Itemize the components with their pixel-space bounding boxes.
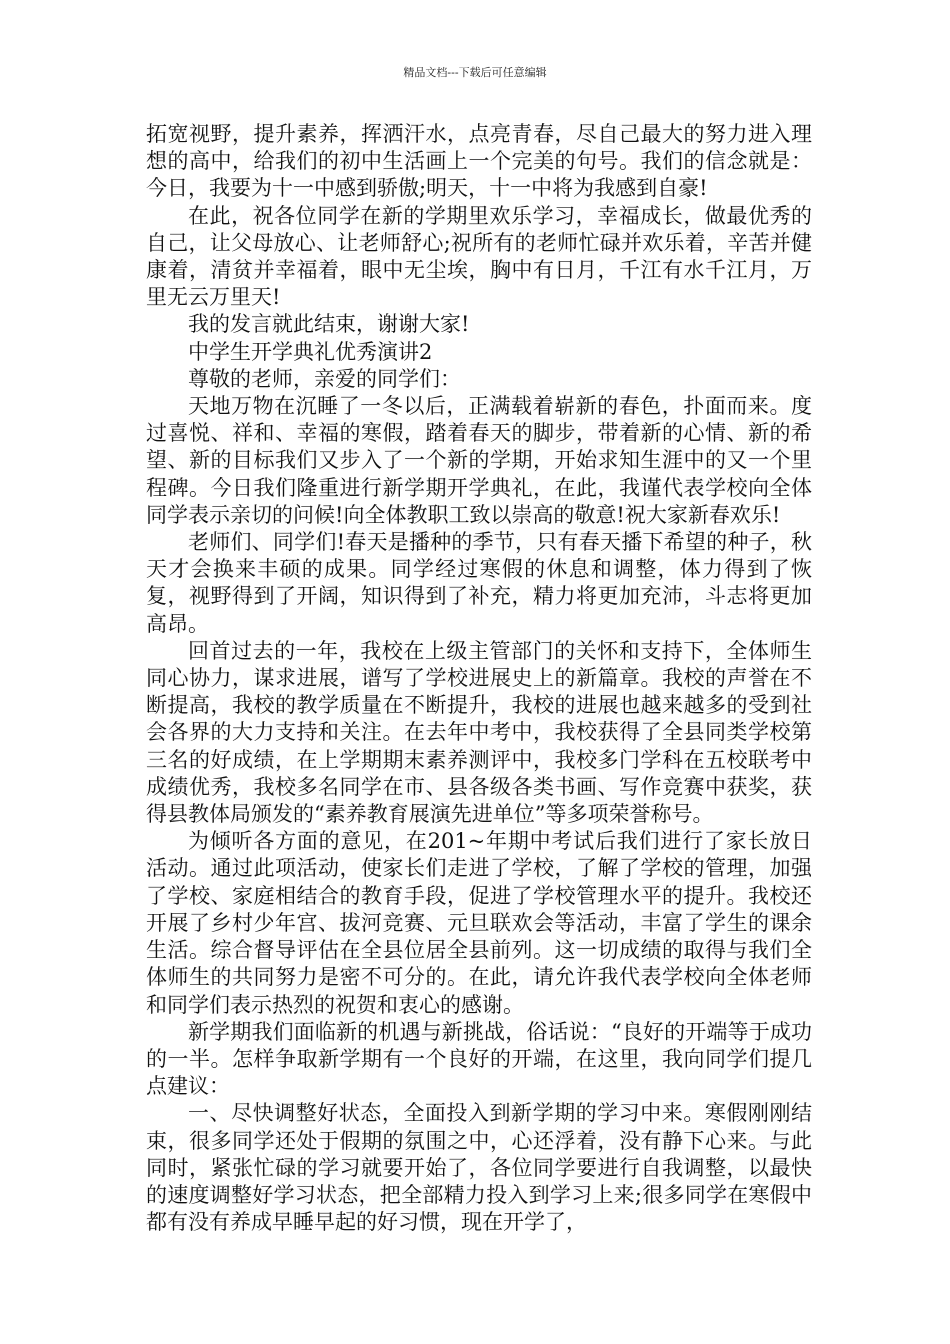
paragraph-11: 一、尽快调整好状态，全面投入到新学期的学习中来。寒假刚刚结束，很多同学还处于假期的氛围之中，心还浮着，没有静下心来。与此同时，紧张忙碌的学习就要开始了，各位同学要进行自我调整，以最快的速度调整好学习状态，把全部精力投入到学习上来;很多同学在寒假中都有没有养成早睡早起的好习惯，现在开学了， <box>146 1101 812 1235</box>
paragraph-7: 老师们、同学们!春天是播种的季节，只有春天播下希望的种子，秋天才会换来丰硕的成果。同学经过寒假的休息和调整，体力得到了恢复，视野得到了开阔，知识得到了补充，精力将更加充沛，斗志将更加高昂。 <box>146 530 812 636</box>
document-body <box>146 121 812 1236</box>
salutation: 尊敬的老师，亲爱的同学们： <box>188 366 461 391</box>
paragraph-9: 为倾听各方面的意见，在201~年期中考试后我们进行了家长放日活动。通过此项活动，使家长们走进了学校，了解了学校的管理，加强了学校、家庭相结合的教育手段，促进了学校管理水平的提升。我校还开展了乡村少年宫、拔河竞赛、元旦联欢会等活动，丰富了学生的课余生活。综合督导评估在全县位居全县前列。这一切成绩的取得与我们全体师生的共同努力是密不可分的。在此，请允许我代表学校向全体老师和同学们表示热烈的祝贺和衷心的感谢。 <box>146 829 812 1017</box>
paragraph-10: 新学期我们面临新的机遇与新挑战，俗话说：“良好的开端等于成功的一半。怎样争取新学期有一个良好的开端，在这里，我向同学们提几点建议： <box>146 1019 812 1099</box>
paragraph-6: 天地万物在沉睡了一冬以后，正满载着崭新的春色，扑面而来。度过喜悦、祥和、幸福的寒假，踏着春天的脚步，带着新的心情、新的希望、新的目标我们又步入了一个新的学期，开始求知生涯中的又一个里程碑。今日我们隆重进行新学期开学典礼，在此，我谨代表学校向全体同学表示亲切的问候!向全体教职工致以崇高的敬意!祝大家新春欢乐! <box>146 394 812 527</box>
paragraph-3: 我的发言就此结束，谢谢大家! <box>188 312 470 337</box>
paragraph-1: 拓宽视野，提升素养，挥洒汗水，点亮青春，尽自己最大的努力进入理想的高中，给我们的初中生活画上一个完美的句号。我们的信念就是：今日，我要为十一中感到骄傲;明天，十一中将为我感到自豪! <box>146 122 812 201</box>
speech-title: 中学生开学典礼优秀演讲2 <box>188 339 433 364</box>
paragraph-8: 回首过去的一年，我校在上级主管部门的关怀和支持下，全体师生同心协力，谋求进展，谱写了学校进展史上的新篇章。我校的声誉在不断提高，我校的教学质量在不断提升，我校的进展也越来越多的受到社会各界的大力支持和关注。在去年中考中，我校获得了全县同类学校第三名的好成绩，在上学期期末素养测评中，我校多门学科在五校联考中成绩优秀，我校多名同学在市、县各级各类书画、写作竞赛中获奖，获得县教体局颁发的“素养教育展演先进单位”等多项荣誉称号。 <box>146 638 812 827</box>
page-header: 精品文档---下载后可任意编辑 <box>403 66 547 79</box>
paragraph-2: 在此，祝各位同学在新的学期里欢乐学习，幸福成长，做最优秀的自己，让父母放心、让老师舒心;祝所有的老师忙碌并欢乐着，辛苦并健康着，清贫并幸福着，眼中无尘埃，胸中有日月，千江有水千江月，万里无云万里天! <box>146 203 812 310</box>
